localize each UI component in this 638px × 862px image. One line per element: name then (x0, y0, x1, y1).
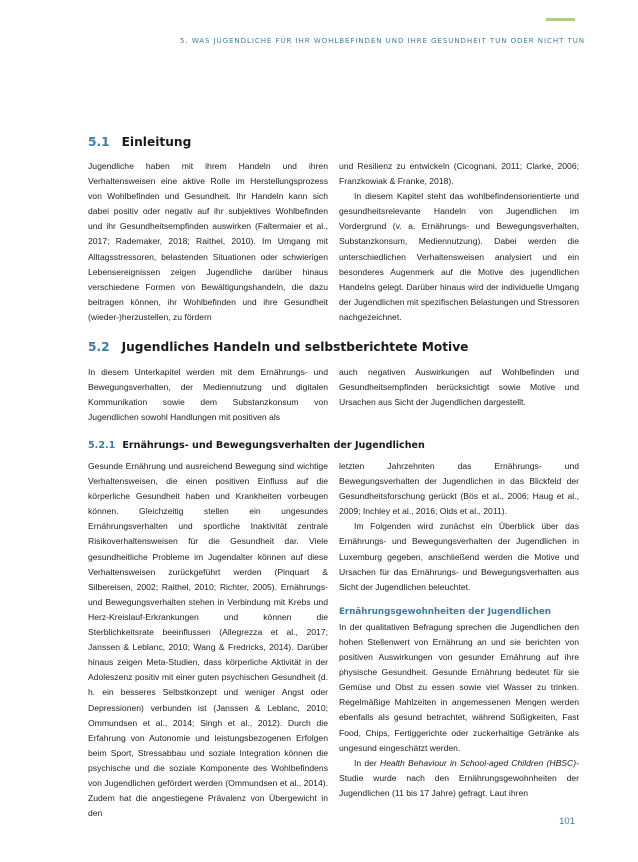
section-number: 5.1 (88, 135, 110, 149)
header-accent-bar (546, 18, 575, 21)
subsection-heading-5-2-1 (88, 440, 425, 451)
section-5-1-column-left (88, 159, 328, 325)
section-5-2-column-left (88, 365, 328, 425)
section-heading-5-1 (88, 135, 191, 149)
sub-subheading: Ernährungsgewohnheiten der Jugendlichen (339, 606, 551, 617)
paragraph: In diesem Kapitel steht das wohlbefindensorientierte und gesundheitsrelevante Handeln von Jugendlichen im Vordergrund (v. a. Ernährungs- und Bewegungsverhalten, Substanzkonsum, Mediennutzung). Dabei werden die unterschiedlichen Verhaltensweisen analysiert und ein besonderes Augenmerk auf die Motive des jugendlichen Handelns gelegt. Darüber hinaus wird der individuelle Umgang der Jugendlichen mit spezifischen Belastungen und Stressoren nachgezeichnet. (339, 191, 579, 322)
paragraph (339, 756, 579, 801)
section-5-2-column-right (339, 365, 579, 410)
section-5-2-1-column-left (88, 459, 328, 821)
section-5-1-column-right (339, 159, 579, 325)
subsection-title: Ernährungs- und Bewegungsverhalten der Jugendlichen (122, 440, 425, 451)
paragraph: Im Folgenden wird zunächst ein Überblick über das Ernährungs- und Bewegungsverhalten der Jugendlichen in Luxemburg gegeben, anschließend werden die Motive und Ursachen für das Ernährungs- und Bewegungsverhalten aus Sicht der Jugendlichen beleuchtet. (339, 521, 579, 592)
paragraph-text: In der (354, 757, 380, 768)
paragraph: und Resilienz zu entwickeln (Cicognani, 2011; Clarke, 2006; Franzkowiak & Franke, 2018). (339, 161, 579, 187)
subsection-number: 5.2.1 (88, 440, 116, 451)
section-title: Einleitung (121, 135, 192, 149)
section-heading-5-2 (88, 340, 468, 354)
page-number: 101 (559, 816, 575, 827)
section-5-2-1-column-right (339, 459, 579, 801)
section-title: Jugendliches Handeln und selbstberichtete Motive (121, 340, 469, 354)
paragraph: Gesunde Ernährung und ausreichend Bewegung sind wichtige Verhaltensweisen, die einen positiven Einfluss auf die körperliche Gesundheit haben und Krankheiten vorbeugen können. Gleichzeitig stellen ein ungesundes Ernährungsverhalten und sportliche Inaktivität zentrale Risikoverhaltensweisen für die Gesundheit dar. Viele gesundheitliche Probleme im Jugendalter können auf diese Verhaltensweisen zurückgeführt werden (Pinquart & Silbereisen, 2002; Raithel, 2010; Richter, 2005). Ernährungs- und Bewegungsverhalten stehen in Verbindung mit Krebs und Herz-Kreislauf-Erkrankungen und können die Sterblichkeitsrate beeinflussen (Allegrezza et al., 2017; Janssen & Leblanc, 2010; Wang & Fredricks, 2014). Darüber hinaus zeigen Meta-Studien, dass körperliche Aktivität in der Adoleszenz positiv mit einer guten psychischen Gesundheit (d. h. ein besseres Selbstkonzept und weniger Angst oder Depressionen) verbunden ist (Janssen & Leblanc, 2010; Ommundsen et al., 2014; Singh et al., 2012). Durch die Erfahrung von Autonomie und leistungsbezogenen Erfolgen beim Sport, Stressabbau und soziale Integration können die psychische und die soziale Komponente des Wohlbefindens von Jugendlichen gefördert werden (Ommundsen et al., 2014). Zudem hat die angestiegene Prävalenz von Übergewicht in den (88, 461, 328, 819)
paragraph: In diesem Unterkapitel werden mit dem Ernährungs- und Bewegungsverhalten, der Mediennutzung und digitalen Kommunikation sowie dem Substanzkonsum von Jugendlichen sowohl Handlungen mit positiven als (88, 367, 328, 423)
paragraph: letzten Jahrzehnten das Ernährungs- und Bewegungsverhalten der Jugendlichen in das Blickfeld der Gesundheitsforschung gerückt (Bös et al., 2006; Haug et al., 2009; Inchley et al., 2016; Olds et al., 2011). (339, 461, 579, 517)
paragraph-text: -Studie wurde nach den Ernährungsgewohnheiten der Jugendlichen (11 bis 17 Jahre) gefragt. Laut ihren (339, 757, 579, 798)
section-number: 5.2 (88, 340, 110, 354)
paragraph: In der qualitativen Befragung sprechen die Jugendlichen den hohen Stellenwert von Ernährung an und sie berichten von positiven Auswirkungen von gesunder Ernährung auf ihre physische Gesundheit. Gesunde Ernährung bedeutet für sie Gemüse und Obst zu essen sowie viel Wasser zu trinken. Regelmäßige Mahlzeiten in angemessenen Mengen werden ebenfalls als gesund betrachtet, während Süßigkeiten, Fast Food, Chips, Fertiggerichte oder zuckerhaltige Getränke als ungesund eingeschätzt werden. (339, 621, 579, 753)
study-title-italic: Health Behaviour in School-aged Children (HBSC) (380, 757, 577, 768)
running-header: 5. WAS JUGENDLICHE FÜR IHR WOHLBEFINDEN UND IHRE GESUNDHEIT TUN ODER NICHT TUN (180, 36, 585, 45)
paragraph: Jugendliche haben mit ihrem Handeln und ihren Verhaltensweisen eine aktive Rolle im Herstellungsprozess von Wohlbefinden und Gesundheit. Ihr Handeln kann sich dabei positiv oder negativ auf ihr subjektives Wohlbefinden und ihr Gesundheitsempfinden auswirken (Faltermaier et al., 2017; Rademaker, 2018; Raithel, 2010). Im Umgang mit Alltagsstressoren, belastenden Situationen oder schwierigen Lebensereignissen zeigen Jugendliche darüber hinaus verschiedene Formen von Bewältigungshandeln, die dazu beitragen können, ihr Wohlbefinden und ihre Gesundheit (wieder-)herzustellen, zu fördern (88, 161, 328, 322)
paragraph: auch negativen Auswirkungen auf Wohlbefinden und Gesundheitsempfinden berücksichtigt sowie Motive und Ursachen aus Sicht der Jugendlichen dargestellt. (339, 367, 579, 408)
